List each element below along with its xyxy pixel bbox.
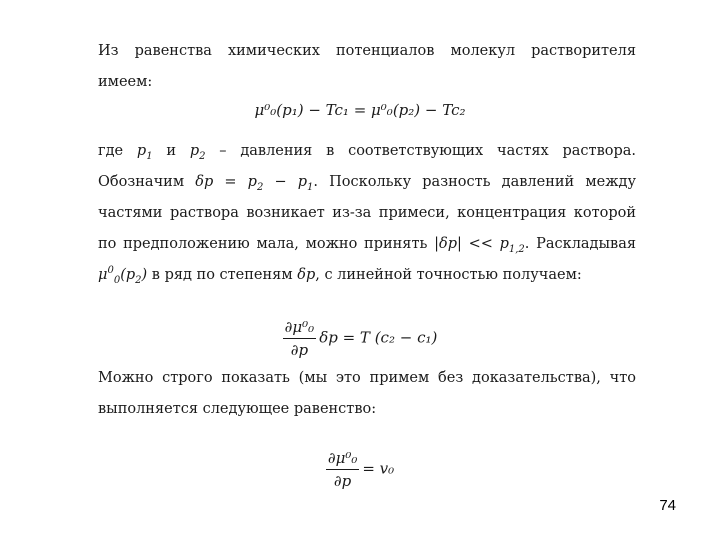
math-small-condition: $|\delta p| << p_{1,2}$ bbox=[434, 236, 525, 255]
math-dp-definition: $\delta p = p_2 - p_1$ bbox=[195, 174, 314, 193]
fraction-denominator: ∂p bbox=[333, 472, 352, 490]
equation-1-text: μ⁰₀(p₁) − Tc₁ = μ⁰₀(p₂) − Tc₂ bbox=[254, 101, 466, 119]
math-dp: δp bbox=[297, 267, 316, 283]
text-p2d: . Поскольку разность давлений между частями раствора возникает из-за примеси, концентрация которой по предположению мала, можно принять bbox=[98, 174, 636, 252]
equation-linear-expansion bbox=[0, 318, 720, 359]
page-number: 74 bbox=[659, 497, 676, 514]
equation-2-rhs: δp = T (c₂ − c₁) bbox=[319, 328, 438, 347]
text-p2g: , с линейной точностью получаем: bbox=[315, 267, 582, 283]
equation-3-rhs: = v₀ bbox=[362, 459, 395, 478]
paragraph-intro bbox=[98, 36, 636, 98]
equation-chemical-potential bbox=[0, 101, 720, 119]
fraction-derivative bbox=[326, 449, 360, 490]
text-p2f: в ряд по степеням bbox=[147, 267, 298, 283]
text-p2a: где bbox=[98, 143, 137, 159]
fraction-numerator: ∂μ⁰₀ bbox=[283, 318, 317, 339]
fraction-denominator: ∂p bbox=[290, 341, 309, 359]
equation-volume bbox=[0, 449, 720, 490]
paragraph-intro-text: Из равенства химических потенциалов молекул растворителя имеем: bbox=[98, 43, 636, 90]
paragraph-equality-text: Можно строго показать (мы это примем без доказательства), что выполняется следующее равенство: bbox=[98, 370, 636, 417]
text-p2c: – давления в соответствующих частях раствора. Обозначим bbox=[98, 143, 637, 190]
math-mu: $\mu^0_0(p_2)$ bbox=[98, 265, 148, 286]
fraction-derivative bbox=[283, 318, 317, 359]
paragraph-equality bbox=[98, 363, 636, 425]
math-p1: $p_1$ bbox=[136, 143, 153, 162]
text-p2e: . Раскладывая bbox=[524, 236, 636, 252]
paragraph-definitions bbox=[98, 136, 636, 291]
fraction-numerator: ∂μ⁰₀ bbox=[326, 449, 360, 470]
text-p2b: и bbox=[152, 143, 190, 159]
math-p2: $p_2$ bbox=[189, 143, 206, 162]
